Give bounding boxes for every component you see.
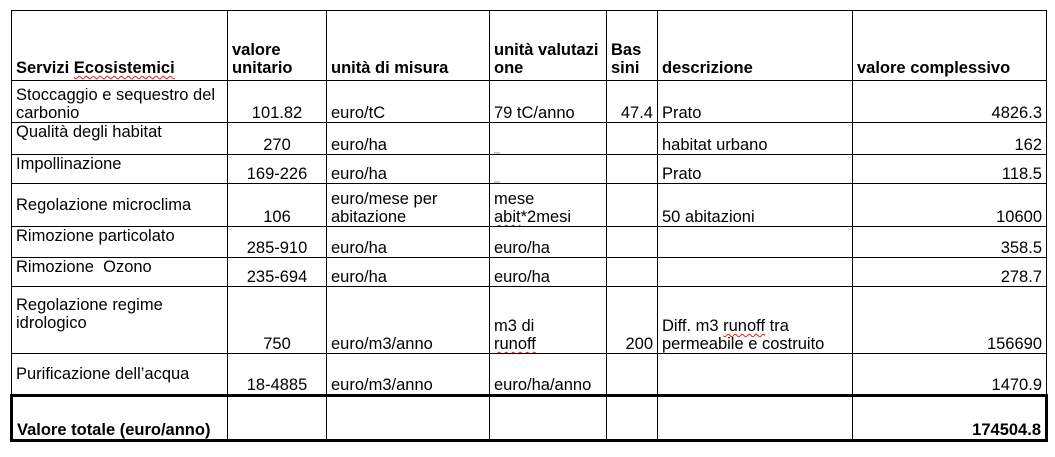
cell-valore[interactable]: 285-910 (228, 227, 327, 258)
cell-valutazione[interactable]: euro/ha (490, 258, 607, 287)
cell-valore[interactable]: 235-694 (228, 258, 327, 287)
table-row (12, 227, 1047, 258)
cell-valore[interactable]: 18-4885 (228, 354, 327, 396)
cell-complessivo[interactable]: 118.5 (853, 155, 1047, 184)
cell-bacini[interactable] (607, 155, 658, 184)
cell-unita[interactable]: euro/ha (327, 258, 490, 287)
cell-servizio[interactable]: Stoccaggio e sequestro del carbonio (12, 81, 228, 123)
cell-descrizione[interactable] (658, 354, 853, 396)
total-value[interactable]: 174504.8 (853, 396, 1047, 441)
cell-valore[interactable]: 169-226 (228, 155, 327, 184)
header-unita-misura[interactable]: unità di misura (327, 11, 490, 81)
cell-valutazione[interactable] (490, 155, 607, 184)
header-valore-unitario[interactable]: valore unitario (228, 11, 327, 81)
cell-descrizione[interactable] (658, 258, 853, 287)
header-descrizione[interactable]: descrizione (658, 11, 853, 81)
header-valore-complessivo[interactable]: valore complessivo (853, 11, 1047, 81)
total-empty-cell[interactable] (490, 396, 607, 441)
cell-servizio[interactable]: Qualità degli habitat (12, 123, 228, 155)
table-row (12, 184, 1047, 227)
cell-descrizione[interactable]: Prato (658, 81, 853, 123)
header-unita-valutazione[interactable]: unità valutazione (490, 11, 607, 81)
cell-valutazione[interactable]: m3 di runoff (490, 287, 607, 354)
cell-valutazione[interactable]: mese abit*2mesi (490, 184, 607, 227)
cell-marker (494, 152, 500, 154)
cell-valutazione[interactable]: euro/ha (490, 227, 607, 258)
cell-servizio[interactable]: Regolazione regime idrologico (12, 287, 228, 354)
cell-complessivo[interactable]: 358.5 (853, 227, 1047, 258)
table-row (12, 354, 1047, 396)
cell-descrizione[interactable]: Prato (658, 155, 853, 184)
cell-servizio[interactable]: Impollinazione (12, 155, 228, 184)
cell-servizio[interactable]: Rimozione Ozono (12, 258, 228, 287)
cell-valore[interactable]: 106 (228, 184, 327, 227)
cell-complessivo[interactable]: 4826.3 (853, 81, 1047, 123)
header-servizi[interactable]: Servizi Ecosistemici (12, 11, 228, 81)
total-empty-cell[interactable] (228, 396, 327, 441)
header-bacini[interactable]: Bas sini (607, 11, 658, 81)
total-label[interactable]: Valore totale (euro/anno) (12, 396, 228, 441)
cell-bacini[interactable]: 200 (607, 287, 658, 354)
cell-complessivo[interactable]: 10600 (853, 184, 1047, 227)
cell-bacini[interactable] (607, 258, 658, 287)
cell-bacini[interactable] (607, 123, 658, 155)
ecosystem-services-table (10, 10, 1048, 442)
cell-complessivo[interactable]: 162 (853, 123, 1047, 155)
cell-unita[interactable]: euro/m3/anno (327, 287, 490, 354)
cell-unita[interactable]: euro/m3/anno (327, 354, 490, 396)
cell-descrizione[interactable]: 50 abitazioni (658, 184, 853, 227)
cell-descrizione[interactable]: Diff. m3 runoff tra permeabile e costruito (658, 287, 853, 354)
cell-unita[interactable]: euro/ha (327, 155, 490, 184)
cell-valutazione[interactable]: 79 tC/anno (490, 81, 607, 123)
table-row (12, 258, 1047, 287)
total-row (12, 396, 1047, 441)
table-row (12, 81, 1047, 123)
cell-complessivo[interactable]: 1470.9 (853, 354, 1047, 396)
cell-valutazione[interactable] (490, 123, 607, 155)
cell-unita[interactable]: euro/ha (327, 227, 490, 258)
cell-valore[interactable]: 270 (228, 123, 327, 155)
cell-complessivo[interactable]: 156690 (853, 287, 1047, 354)
cell-unita[interactable]: euro/ha (327, 123, 490, 155)
cell-valore[interactable]: 101.82 (228, 81, 327, 123)
cell-servizio[interactable]: Rimozione particolato (12, 227, 228, 258)
header-row (12, 11, 1047, 81)
cell-valutazione[interactable]: euro/ha/anno (490, 354, 607, 396)
cell-bacini[interactable] (607, 227, 658, 258)
cell-bacini[interactable] (607, 184, 658, 227)
table-row (12, 155, 1047, 184)
cell-unita[interactable]: euro/tC (327, 81, 490, 123)
cell-servizio[interactable]: Purificazione dell’acqua (12, 354, 228, 396)
cell-complessivo[interactable]: 278.7 (853, 258, 1047, 287)
cell-unita[interactable]: euro/mese per abitazione (327, 184, 490, 227)
cell-descrizione[interactable]: habitat urbano (658, 123, 853, 155)
cell-bacini[interactable]: 47.4 (607, 81, 658, 123)
table-row (12, 287, 1047, 354)
cell-descrizione[interactable] (658, 227, 853, 258)
total-empty-cell[interactable] (658, 396, 853, 441)
total-empty-cell[interactable] (607, 396, 658, 441)
table-row (12, 123, 1047, 155)
total-empty-cell[interactable] (327, 396, 490, 441)
cell-marker (494, 181, 500, 183)
cell-bacini[interactable] (607, 354, 658, 396)
cell-valore[interactable]: 750 (228, 287, 327, 354)
cell-servizio[interactable]: Regolazione microclima (12, 184, 228, 227)
